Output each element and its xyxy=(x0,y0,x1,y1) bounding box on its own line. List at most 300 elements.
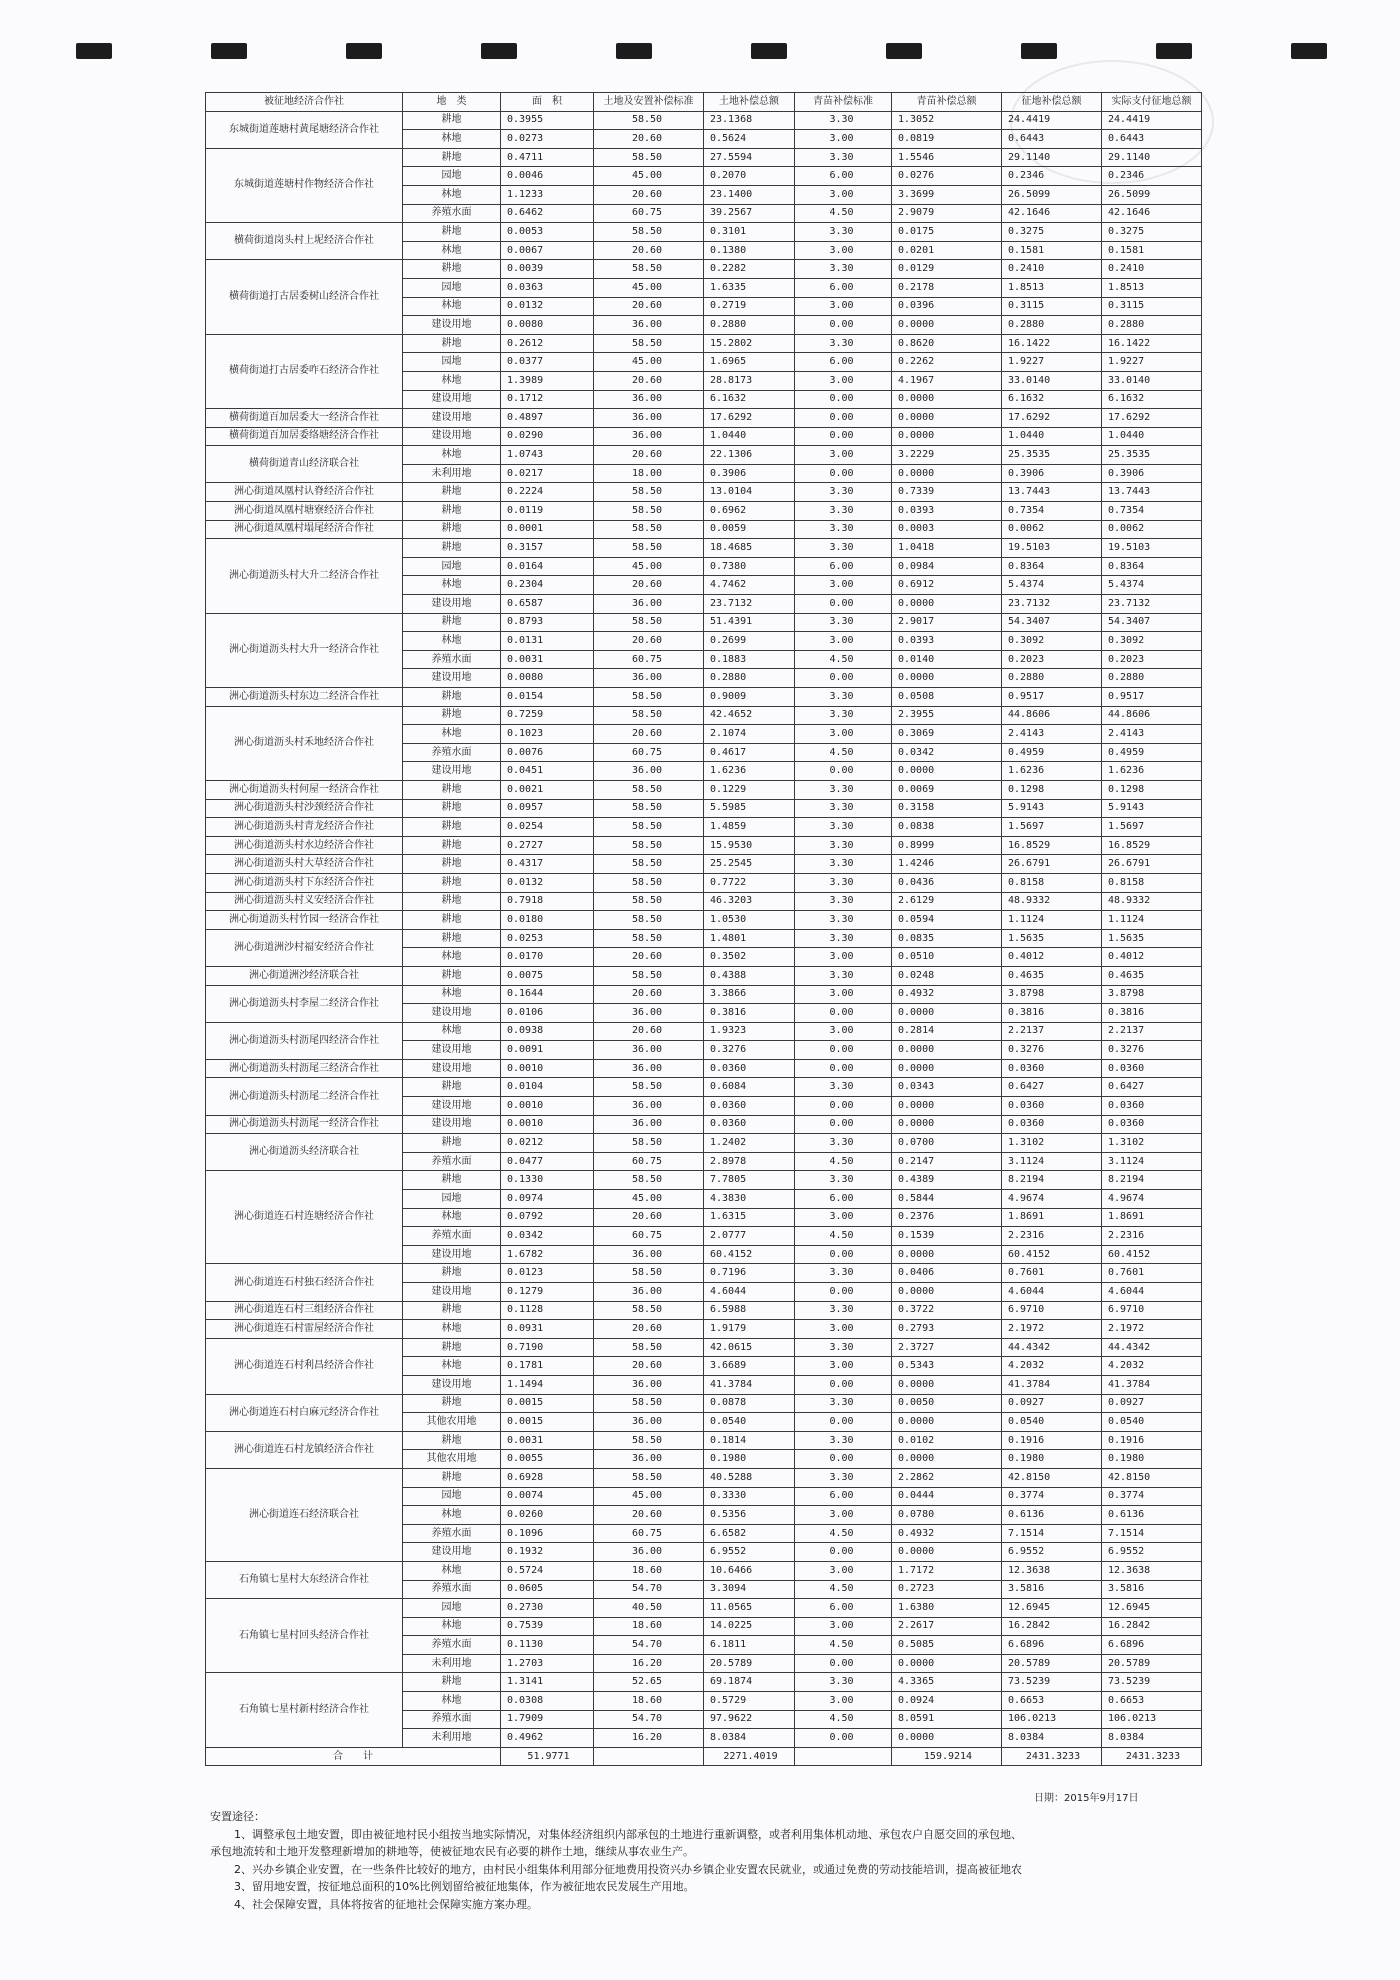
land-standard-cell: 58.50 xyxy=(594,688,704,707)
crop-comp-total-cell: 0.0406 xyxy=(892,1264,1002,1283)
crop-comp-total-cell: 0.0594 xyxy=(892,911,1002,930)
actual-paid-cell: 0.0360 xyxy=(1102,1115,1202,1134)
land-type-cell: 耕地 xyxy=(403,818,501,837)
crop-comp-total-cell: 0.0819 xyxy=(892,130,1002,149)
actual-paid-cell: 42.1646 xyxy=(1102,204,1202,223)
actual-paid-cell: 12.6945 xyxy=(1102,1599,1202,1618)
cooperative-name-cell: 洲心街道沥头村大草经济合作社 xyxy=(206,855,403,874)
land-type-cell: 林地 xyxy=(403,1208,501,1227)
land-standard-cell: 58.50 xyxy=(594,1171,704,1190)
land-standard-cell: 20.60 xyxy=(594,371,704,390)
table-row xyxy=(206,334,1202,353)
land-type-cell: 耕地 xyxy=(403,520,501,539)
crop-comp-total-cell: 0.0000 xyxy=(892,1654,1002,1673)
table-row xyxy=(206,855,1202,874)
land-comp-total-cell: 0.3101 xyxy=(704,223,795,242)
total-area: 51.9771 xyxy=(501,1747,594,1766)
cooperative-name-cell: 洲心街道沥头村义安经济合作社 xyxy=(206,892,403,911)
actual-paid-cell: 44.4342 xyxy=(1102,1338,1202,1357)
crop-standard-cell: 3.00 xyxy=(795,185,892,204)
crop-standard-cell: 3.30 xyxy=(795,688,892,707)
crop-standard-cell: 0.00 xyxy=(795,1375,892,1394)
table-row xyxy=(206,502,1202,521)
crop-comp-total-cell: 0.0984 xyxy=(892,557,1002,576)
binder-hole-9 xyxy=(1156,43,1192,59)
crop-comp-total-cell: 0.2376 xyxy=(892,1208,1002,1227)
area-cell: 0.0290 xyxy=(501,427,594,446)
total-land-comp: 2271.4019 xyxy=(704,1747,795,1766)
area-cell: 0.0170 xyxy=(501,948,594,967)
area-cell: 0.0010 xyxy=(501,1097,594,1116)
land-standard-cell: 20.60 xyxy=(594,130,704,149)
actual-paid-cell: 1.8691 xyxy=(1102,1208,1202,1227)
land-standard-cell: 45.00 xyxy=(594,1487,704,1506)
compensation-table xyxy=(205,92,1202,1766)
crop-standard-cell: 3.00 xyxy=(795,1208,892,1227)
land-type-cell: 耕地 xyxy=(403,1673,501,1692)
land-standard-cell: 58.50 xyxy=(594,613,704,632)
land-comp-total-cell: 1.0440 xyxy=(704,427,795,446)
total-comp-cell: 0.3115 xyxy=(1002,297,1102,316)
land-standard-cell: 20.60 xyxy=(594,185,704,204)
land-type-cell: 园地 xyxy=(403,1190,501,1209)
area-cell: 0.0957 xyxy=(501,799,594,818)
land-standard-cell: 16.20 xyxy=(594,1654,704,1673)
actual-paid-cell: 6.9552 xyxy=(1102,1543,1202,1562)
crop-standard-cell: 4.50 xyxy=(795,1580,892,1599)
total-comp-cell: 0.2023 xyxy=(1002,650,1102,669)
land-standard-cell: 45.00 xyxy=(594,278,704,297)
crop-standard-cell: 0.00 xyxy=(795,1097,892,1116)
land-comp-total-cell: 0.1380 xyxy=(704,241,795,260)
area-cell: 0.0212 xyxy=(501,1134,594,1153)
land-comp-total-cell: 0.2880 xyxy=(704,669,795,688)
crop-comp-total-cell: 0.2793 xyxy=(892,1320,1002,1339)
cooperative-name-cell: 洲心街道沥头村大升一经济合作社 xyxy=(206,613,403,687)
crop-comp-total-cell: 0.0510 xyxy=(892,948,1002,967)
crop-standard-cell: 3.00 xyxy=(795,1617,892,1636)
land-comp-total-cell: 7.7805 xyxy=(704,1171,795,1190)
land-comp-total-cell: 1.6315 xyxy=(704,1208,795,1227)
actual-paid-cell: 0.7354 xyxy=(1102,502,1202,521)
land-comp-total-cell: 0.4388 xyxy=(704,966,795,985)
crop-standard-cell: 4.50 xyxy=(795,1636,892,1655)
area-cell: 0.0451 xyxy=(501,762,594,781)
binder-hole-5 xyxy=(616,43,652,59)
land-type-cell: 林地 xyxy=(403,1692,501,1711)
total-comp-cell: 44.8606 xyxy=(1002,706,1102,725)
cooperative-name-cell: 横荷街道打古居委咋石经济合作社 xyxy=(206,334,403,408)
land-comp-total-cell: 1.6335 xyxy=(704,278,795,297)
area-cell: 0.6587 xyxy=(501,595,594,614)
crop-standard-cell: 3.30 xyxy=(795,1171,892,1190)
cooperative-name-cell: 洲心街道连石村利昌经济合作社 xyxy=(206,1338,403,1394)
land-type-cell: 林地 xyxy=(403,297,501,316)
land-type-cell: 耕地 xyxy=(403,111,501,130)
crop-standard-cell: 3.00 xyxy=(795,1357,892,1376)
land-standard-cell: 60.75 xyxy=(594,650,704,669)
area-cell: 0.0363 xyxy=(501,278,594,297)
total-comp-cell: 5.4374 xyxy=(1002,576,1102,595)
crop-comp-total-cell: 0.5844 xyxy=(892,1190,1002,1209)
land-comp-total-cell: 0.0059 xyxy=(704,520,795,539)
crop-standard-cell: 3.30 xyxy=(795,1431,892,1450)
land-comp-total-cell: 27.5594 xyxy=(704,148,795,167)
total-comp-cell: 0.1581 xyxy=(1002,241,1102,260)
area-cell: 0.0217 xyxy=(501,464,594,483)
crop-comp-total-cell: 0.5343 xyxy=(892,1357,1002,1376)
area-cell: 0.0091 xyxy=(501,1041,594,1060)
crop-comp-total-cell: 2.3955 xyxy=(892,706,1002,725)
area-cell: 0.1130 xyxy=(501,1636,594,1655)
actual-paid-cell: 16.8529 xyxy=(1102,836,1202,855)
area-cell: 0.0605 xyxy=(501,1580,594,1599)
table-row xyxy=(206,613,1202,632)
table-row xyxy=(206,1599,1202,1618)
notes-item: 2、兴办乡镇企业安置，在一些条件比较好的地方，由村民小组集体利用部分征地费用投资兴办乡镇企业安置农民就业，或通过免费的劳动技能培训，提高被征地农 xyxy=(234,1862,1022,1876)
crop-comp-total-cell: 0.1539 xyxy=(892,1227,1002,1246)
land-standard-cell: 20.60 xyxy=(594,632,704,651)
land-type-cell: 建设用地 xyxy=(403,409,501,428)
land-standard-cell: 36.00 xyxy=(594,762,704,781)
land-comp-total-cell: 1.6236 xyxy=(704,762,795,781)
total-comp-cell: 4.2032 xyxy=(1002,1357,1102,1376)
land-standard-cell: 36.00 xyxy=(594,1097,704,1116)
table-header-row xyxy=(206,93,1202,112)
crop-standard-cell: 3.00 xyxy=(795,1022,892,1041)
total-comp-cell: 6.9710 xyxy=(1002,1301,1102,1320)
actual-paid-cell: 0.1916 xyxy=(1102,1431,1202,1450)
total-comp-cell: 0.3774 xyxy=(1002,1487,1102,1506)
actual-paid-cell: 8.0384 xyxy=(1102,1729,1202,1748)
area-cell: 0.0046 xyxy=(501,167,594,186)
crop-comp-total-cell: 0.0000 xyxy=(892,1115,1002,1134)
crop-standard-cell: 3.30 xyxy=(795,836,892,855)
area-cell: 0.7190 xyxy=(501,1338,594,1357)
land-comp-total-cell: 15.2802 xyxy=(704,334,795,353)
area-cell: 0.0132 xyxy=(501,873,594,892)
crop-comp-total-cell: 0.0838 xyxy=(892,818,1002,837)
area-cell: 0.0104 xyxy=(501,1078,594,1097)
header-area: 面 积 xyxy=(501,93,594,112)
crop-comp-total-cell: 8.0591 xyxy=(892,1710,1002,1729)
land-standard-cell: 58.50 xyxy=(594,929,704,948)
cooperative-name-cell: 洲心街道连石村白麻元经济合作社 xyxy=(206,1394,403,1431)
cooperative-name-cell: 横荷街道青山经济联合社 xyxy=(206,446,403,483)
total-comp-cell: 42.1646 xyxy=(1002,204,1102,223)
cooperative-name-cell: 洲心街道连石经济联合社 xyxy=(206,1468,403,1561)
table-row xyxy=(206,1059,1202,1078)
land-type-cell: 养殖水面 xyxy=(403,650,501,669)
land-comp-total-cell: 0.0878 xyxy=(704,1394,795,1413)
header-crop-standard: 青苗补偿标准 xyxy=(795,93,892,112)
document-date: 日期：2015年9月17日 xyxy=(1034,1793,1139,1804)
land-standard-cell: 20.60 xyxy=(594,1506,704,1525)
crop-comp-total-cell: 0.0780 xyxy=(892,1506,1002,1525)
actual-paid-cell: 0.0360 xyxy=(1102,1059,1202,1078)
crop-comp-total-cell: 3.3699 xyxy=(892,185,1002,204)
crop-comp-total-cell: 0.5085 xyxy=(892,1636,1002,1655)
cooperative-name-cell: 横荷街道岗头村上坭经济合作社 xyxy=(206,223,403,260)
actual-paid-cell: 42.8150 xyxy=(1102,1468,1202,1487)
cooperative-name-cell: 横荷街道百加居委大一经济合作社 xyxy=(206,409,403,428)
crop-standard-cell: 0.00 xyxy=(795,464,892,483)
cooperative-name-cell: 洲心街道连石村连塘经济合作社 xyxy=(206,1171,403,1264)
crop-comp-total-cell: 0.0700 xyxy=(892,1134,1002,1153)
area-cell: 0.5724 xyxy=(501,1561,594,1580)
crop-comp-total-cell: 0.0000 xyxy=(892,464,1002,483)
total-comp-cell: 8.2194 xyxy=(1002,1171,1102,1190)
land-type-cell: 耕地 xyxy=(403,1468,501,1487)
land-comp-total-cell: 6.1811 xyxy=(704,1636,795,1655)
header-actual-paid: 实际支付征地总额 xyxy=(1102,93,1202,112)
crop-standard-cell: 6.00 xyxy=(795,1487,892,1506)
land-comp-total-cell: 0.7722 xyxy=(704,873,795,892)
land-standard-cell: 58.50 xyxy=(594,111,704,130)
crop-comp-total-cell: 0.0000 xyxy=(892,316,1002,335)
table-row xyxy=(206,929,1202,948)
cooperative-name-cell: 横荷街道百加居委络塘经济合作社 xyxy=(206,427,403,446)
area-cell: 0.8793 xyxy=(501,613,594,632)
land-type-cell: 养殖水面 xyxy=(403,743,501,762)
actual-paid-cell: 26.5099 xyxy=(1102,185,1202,204)
crop-standard-cell: 3.00 xyxy=(795,1506,892,1525)
crop-standard-cell: 3.30 xyxy=(795,223,892,242)
actual-paid-cell: 44.8606 xyxy=(1102,706,1202,725)
actual-paid-cell: 13.7443 xyxy=(1102,483,1202,502)
actual-paid-cell: 0.6136 xyxy=(1102,1506,1202,1525)
cooperative-name-cell: 洲心街道凤凰村认脊经济合作社 xyxy=(206,483,403,502)
area-cell: 1.7909 xyxy=(501,1710,594,1729)
crop-standard-cell: 3.30 xyxy=(795,334,892,353)
land-type-cell: 耕地 xyxy=(403,1171,501,1190)
actual-paid-cell: 0.3816 xyxy=(1102,1004,1202,1023)
land-standard-cell: 58.50 xyxy=(594,836,704,855)
area-cell: 0.1279 xyxy=(501,1283,594,1302)
crop-comp-total-cell: 0.6912 xyxy=(892,576,1002,595)
land-standard-cell: 36.00 xyxy=(594,1041,704,1060)
crop-standard-cell: 0.00 xyxy=(795,409,892,428)
cooperative-name-cell: 石角镇七星村大东经济合作社 xyxy=(206,1561,403,1598)
total-total-comp: 2431.3233 xyxy=(1002,1747,1102,1766)
land-type-cell: 耕地 xyxy=(403,966,501,985)
land-standard-cell: 58.50 xyxy=(594,502,704,521)
table-row xyxy=(206,799,1202,818)
land-comp-total-cell: 0.3276 xyxy=(704,1041,795,1060)
land-comp-total-cell: 4.7462 xyxy=(704,576,795,595)
area-cell: 0.0053 xyxy=(501,223,594,242)
total-comp-cell: 1.3102 xyxy=(1002,1134,1102,1153)
actual-paid-cell: 0.3906 xyxy=(1102,464,1202,483)
crop-standard-cell: 0.00 xyxy=(795,1450,892,1469)
land-type-cell: 园地 xyxy=(403,167,501,186)
land-standard-cell: 20.60 xyxy=(594,1022,704,1041)
land-comp-total-cell: 0.1229 xyxy=(704,780,795,799)
land-comp-total-cell: 4.6044 xyxy=(704,1283,795,1302)
land-standard-cell: 58.50 xyxy=(594,1301,704,1320)
crop-comp-total-cell: 2.9017 xyxy=(892,613,1002,632)
land-type-cell: 耕地 xyxy=(403,483,501,502)
table-row xyxy=(206,1673,1202,1692)
area-cell: 0.0039 xyxy=(501,260,594,279)
land-comp-total-cell: 0.0360 xyxy=(704,1059,795,1078)
crop-comp-total-cell: 4.3365 xyxy=(892,1673,1002,1692)
land-standard-cell: 54.70 xyxy=(594,1710,704,1729)
area-cell: 0.0273 xyxy=(501,130,594,149)
cooperative-name-cell: 洲心街道连石村龙镇经济合作社 xyxy=(206,1431,403,1468)
land-standard-cell: 20.60 xyxy=(594,1357,704,1376)
land-standard-cell: 58.50 xyxy=(594,260,704,279)
actual-paid-cell: 1.1124 xyxy=(1102,911,1202,930)
land-standard-cell: 58.50 xyxy=(594,483,704,502)
crop-comp-total-cell: 0.0248 xyxy=(892,966,1002,985)
total-comp-cell: 16.1422 xyxy=(1002,334,1102,353)
land-comp-total-cell: 23.1400 xyxy=(704,185,795,204)
area-cell: 0.0021 xyxy=(501,780,594,799)
total-comp-cell: 106.0213 xyxy=(1002,1710,1102,1729)
land-standard-cell: 40.50 xyxy=(594,1599,704,1618)
area-cell: 0.0792 xyxy=(501,1208,594,1227)
land-comp-total-cell: 0.2070 xyxy=(704,167,795,186)
land-standard-cell: 52.65 xyxy=(594,1673,704,1692)
crop-standard-cell: 0.00 xyxy=(795,427,892,446)
area-cell: 0.0075 xyxy=(501,966,594,985)
table-row xyxy=(206,148,1202,167)
land-type-cell: 其他农用地 xyxy=(403,1413,501,1432)
crop-standard-cell: 0.00 xyxy=(795,1283,892,1302)
land-type-cell: 建设用地 xyxy=(403,595,501,614)
actual-paid-cell: 1.5635 xyxy=(1102,929,1202,948)
land-comp-total-cell: 69.1874 xyxy=(704,1673,795,1692)
crop-standard-cell: 3.30 xyxy=(795,1078,892,1097)
actual-paid-cell: 0.3092 xyxy=(1102,632,1202,651)
table-row xyxy=(206,1468,1202,1487)
crop-standard-cell: 3.30 xyxy=(795,799,892,818)
actual-paid-cell: 33.0140 xyxy=(1102,371,1202,390)
land-type-cell: 养殖水面 xyxy=(403,1524,501,1543)
crop-standard-cell: 3.00 xyxy=(795,371,892,390)
land-standard-cell: 20.60 xyxy=(594,985,704,1004)
table-row xyxy=(206,706,1202,725)
area-cell: 0.0076 xyxy=(501,743,594,762)
land-standard-cell: 60.75 xyxy=(594,204,704,223)
cooperative-name-cell: 洲心街道沥头村李屋二经济合作社 xyxy=(206,985,403,1022)
cooperative-name-cell: 洲心街道沥头村东边二经济合作社 xyxy=(206,688,403,707)
actual-paid-cell: 1.5697 xyxy=(1102,818,1202,837)
notes-item: 4、社会保障安置，具体将按省的征地社会保障实施方案办理。 xyxy=(234,1897,538,1911)
land-comp-total-cell: 6.6582 xyxy=(704,1524,795,1543)
area-cell: 0.2612 xyxy=(501,334,594,353)
crop-comp-total-cell: 0.0343 xyxy=(892,1078,1002,1097)
crop-standard-cell: 3.30 xyxy=(795,780,892,799)
table-row xyxy=(206,1022,1202,1041)
crop-standard-cell: 3.00 xyxy=(795,725,892,744)
crop-standard-cell: 3.00 xyxy=(795,948,892,967)
actual-paid-cell: 106.0213 xyxy=(1102,1710,1202,1729)
area-cell: 0.0080 xyxy=(501,669,594,688)
area-cell: 0.0180 xyxy=(501,911,594,930)
crop-standard-cell: 3.00 xyxy=(795,632,892,651)
crop-standard-cell: 3.00 xyxy=(795,297,892,316)
actual-paid-cell: 0.4635 xyxy=(1102,966,1202,985)
actual-paid-cell: 0.2410 xyxy=(1102,260,1202,279)
crop-comp-total-cell: 0.0000 xyxy=(892,1004,1002,1023)
header-cooperative: 被征地经济合作社 xyxy=(206,93,403,112)
land-comp-total-cell: 0.4617 xyxy=(704,743,795,762)
total-comp-cell: 4.9674 xyxy=(1002,1190,1102,1209)
land-standard-cell: 58.50 xyxy=(594,1394,704,1413)
land-type-cell: 耕地 xyxy=(403,1394,501,1413)
land-standard-cell: 20.60 xyxy=(594,1208,704,1227)
land-standard-cell: 20.60 xyxy=(594,948,704,967)
land-standard-cell: 18.60 xyxy=(594,1617,704,1636)
cooperative-name-cell: 洲心街道洲沙经济联合社 xyxy=(206,966,403,985)
land-type-cell: 林地 xyxy=(403,185,501,204)
total-comp-cell: 0.0927 xyxy=(1002,1394,1102,1413)
land-comp-total-cell: 0.3906 xyxy=(704,464,795,483)
land-comp-total-cell: 46.3203 xyxy=(704,892,795,911)
land-type-cell: 养殖水面 xyxy=(403,1580,501,1599)
total-comp-cell: 0.6443 xyxy=(1002,130,1102,149)
total-comp-cell: 16.2842 xyxy=(1002,1617,1102,1636)
land-type-cell: 耕地 xyxy=(403,892,501,911)
land-standard-cell: 58.50 xyxy=(594,148,704,167)
actual-paid-cell: 4.2032 xyxy=(1102,1357,1202,1376)
land-type-cell: 耕地 xyxy=(403,873,501,892)
land-standard-cell: 36.00 xyxy=(594,427,704,446)
land-standard-cell: 58.50 xyxy=(594,1078,704,1097)
land-type-cell: 耕地 xyxy=(403,334,501,353)
total-row xyxy=(206,1747,1202,1766)
total-comp-cell: 1.6236 xyxy=(1002,762,1102,781)
crop-comp-total-cell: 0.0000 xyxy=(892,409,1002,428)
area-cell: 0.0119 xyxy=(501,502,594,521)
land-standard-cell: 36.00 xyxy=(594,1245,704,1264)
crop-comp-total-cell: 0.3158 xyxy=(892,799,1002,818)
land-standard-cell: 18.60 xyxy=(594,1692,704,1711)
area-cell: 0.0254 xyxy=(501,818,594,837)
actual-paid-cell: 3.8798 xyxy=(1102,985,1202,1004)
actual-paid-cell: 6.9710 xyxy=(1102,1301,1202,1320)
area-cell: 1.3989 xyxy=(501,371,594,390)
land-type-cell: 林地 xyxy=(403,130,501,149)
land-standard-cell: 58.50 xyxy=(594,818,704,837)
crop-standard-cell: 0.00 xyxy=(795,762,892,781)
land-type-cell: 建设用地 xyxy=(403,1115,501,1134)
land-comp-total-cell: 28.8173 xyxy=(704,371,795,390)
crop-comp-total-cell: 0.0276 xyxy=(892,167,1002,186)
land-standard-cell: 45.00 xyxy=(594,167,704,186)
crop-comp-total-cell: 2.2617 xyxy=(892,1617,1002,1636)
crop-standard-cell: 3.30 xyxy=(795,1338,892,1357)
total-comp-cell: 13.7443 xyxy=(1002,483,1102,502)
land-standard-cell: 58.50 xyxy=(594,911,704,930)
actual-paid-cell: 25.3535 xyxy=(1102,446,1202,465)
total-comp-cell: 19.5103 xyxy=(1002,539,1102,558)
notes-item: 承包地流转和土地开发整理新增加的耕地等，使被征地农民有必要的耕作土地，继续从事农业生产。 xyxy=(210,1845,694,1858)
crop-comp-total-cell: 0.0000 xyxy=(892,390,1002,409)
area-cell: 0.0154 xyxy=(501,688,594,707)
total-comp-cell: 1.5635 xyxy=(1002,929,1102,948)
crop-comp-total-cell: 0.0000 xyxy=(892,1450,1002,1469)
land-type-cell: 林地 xyxy=(403,371,501,390)
land-type-cell: 建设用地 xyxy=(403,427,501,446)
table-row xyxy=(206,1561,1202,1580)
cooperative-name-cell: 洲心街道沥头村何屋一经济合作社 xyxy=(206,780,403,799)
land-type-cell: 未利用地 xyxy=(403,1654,501,1673)
land-type-cell: 林地 xyxy=(403,576,501,595)
crop-comp-total-cell: 0.8999 xyxy=(892,836,1002,855)
